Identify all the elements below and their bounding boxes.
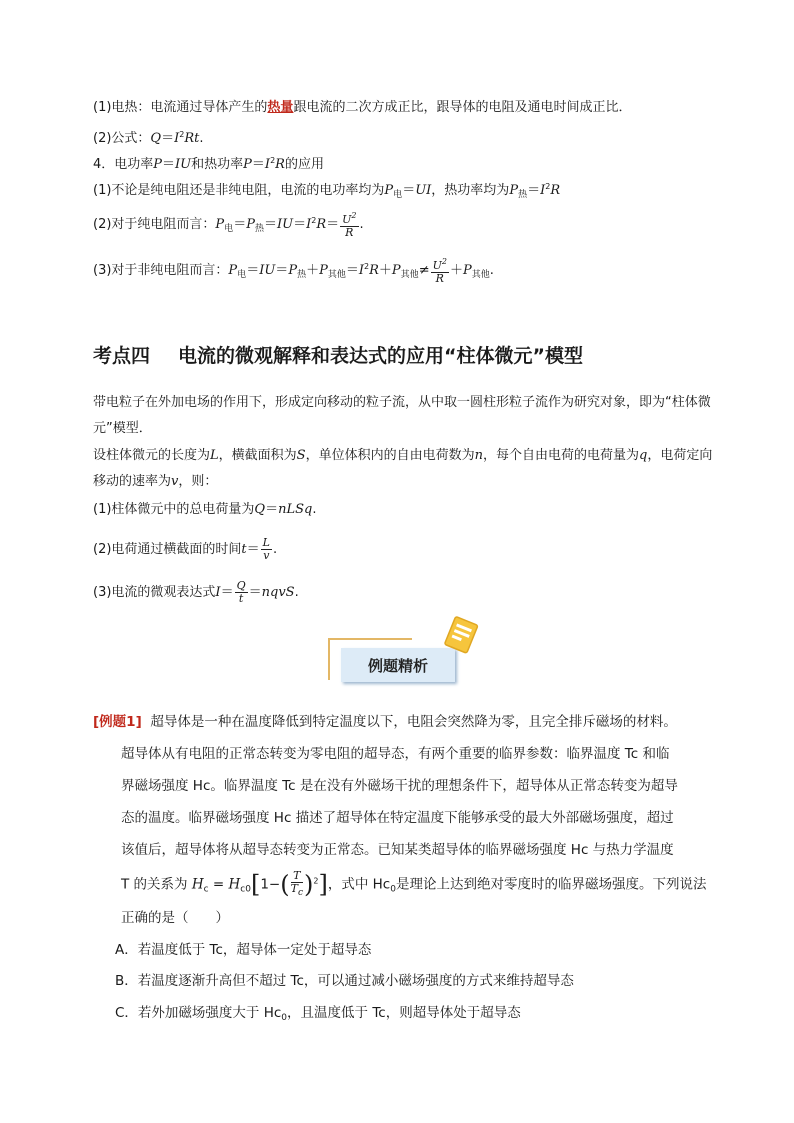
option-c[interactable]: C．若外加磁场强度大于 $Hc_0$，且温度低于 Tc，则超导体处于超导态 (115, 1005, 521, 1023)
example-badge-label: 例题精析 (341, 648, 455, 682)
option-a[interactable]: A．若温度低于 Tc，超导体一定处于超导态 (115, 942, 372, 958)
example-line-6: T 的关系为 $H_c = H_{c0}[1-$( $\frac{T}{T_c}$ )$^2$]，式中 $Hc_0$是理论上达到绝对零度时的临界磁场强度。下列说法 (121, 869, 707, 899)
example-badge (328, 636, 456, 684)
section-title: 电流的微观解释和表达式的应用“柱体微元”模型 (178, 345, 583, 367)
option-b[interactable]: B．若温度逐渐升高但不超过 Tc，可以通过减小磁场强度的方式来维持超导态 (115, 973, 574, 989)
example-line-5: 该值后，超导体将从超导态转变为正常态。已知某类超导体的临界磁场强度 Hc 与热力学温度 (121, 842, 674, 858)
intro-paragraph-1: 带电粒子在外加电场的作用下，形成定向移动的粒子流，从中取一圆柱形粒子流作为研究对象，即为“柱体微元”模型． (93, 395, 711, 436)
example-line-7: 正确的是（ ） (121, 910, 229, 926)
total-charge-item: (1)柱体微元中的总电荷量为Q＝nLSq. (93, 502, 317, 517)
intro-paragraph-2: 设柱体微元的长度为L，横截面积为S，单位体积内的自由电荷数为n，每个自由电荷的电荷量为q，电荷定向移动的速率为v，则： (93, 448, 713, 489)
power-general: (1)不论是纯电阻还是非纯电阻，电流的电功率均为$P_电=UI$，热功率均为$P_热=I^2R$ (93, 182, 561, 200)
power-heading: 4．电功率P＝IU和热功率$P=I^2R$的应用 (93, 156, 324, 172)
section-number: 考点四 (93, 345, 151, 367)
book-icon (440, 614, 482, 662)
example-label: [例题1] (93, 714, 142, 730)
nonpure-resistance-formula: (3)对于非纯电阻而言：$P_电=IU=P_热+P_{其他}=I^2R+P_{其他}\ne$ $\frac{U^2}{R}$ $+P_{其他}$. (93, 257, 494, 285)
example-line-3: 界磁场强度 Hc。临界温度 Tc 是在没有外磁场干扰的理想条件下，超导体从正常态转变为超导 (121, 778, 678, 794)
current-expression-item: (3)电流的微观表达式I＝ $\frac{Q}{t}$ ＝nqvS. (93, 579, 299, 605)
section-heading (93, 341, 583, 368)
heat-formula: (2)公式：$Q=I^2Rt$. (93, 130, 204, 146)
pure-resistance-formula: (2)对于纯电阻而言：$P_电=P_热=IU=I^2R=$ $\frac{U^2}{R}$ . (93, 211, 364, 239)
example-line-1: [例题1] 超导体是一种在温度降低到特定温度以下，电阻会突然降为零，且完全排斥磁场的材料。 (93, 714, 677, 730)
example-line-4: 态的温度。临界磁场强度 Hc 描述了超导体在特定温度下能够承受的最大外部磁场强度，超过 (121, 810, 674, 826)
electric-heat-definition: (1)电热：电流通过导体产生的热量跟电流的二次方成正比，跟导体的电阻及通电时间成正比． (93, 100, 632, 115)
highlight-heat[interactable]: 热量 (267, 100, 294, 115)
time-item: (2)电荷通过横截面的时间t＝ $\frac{L}{v}$ . (93, 536, 278, 562)
example-line-2: 超导体从有电阻的正常态转变为零电阻的超导态，有两个重要的临界参数：临界温度 Tc 和临 (121, 746, 670, 762)
